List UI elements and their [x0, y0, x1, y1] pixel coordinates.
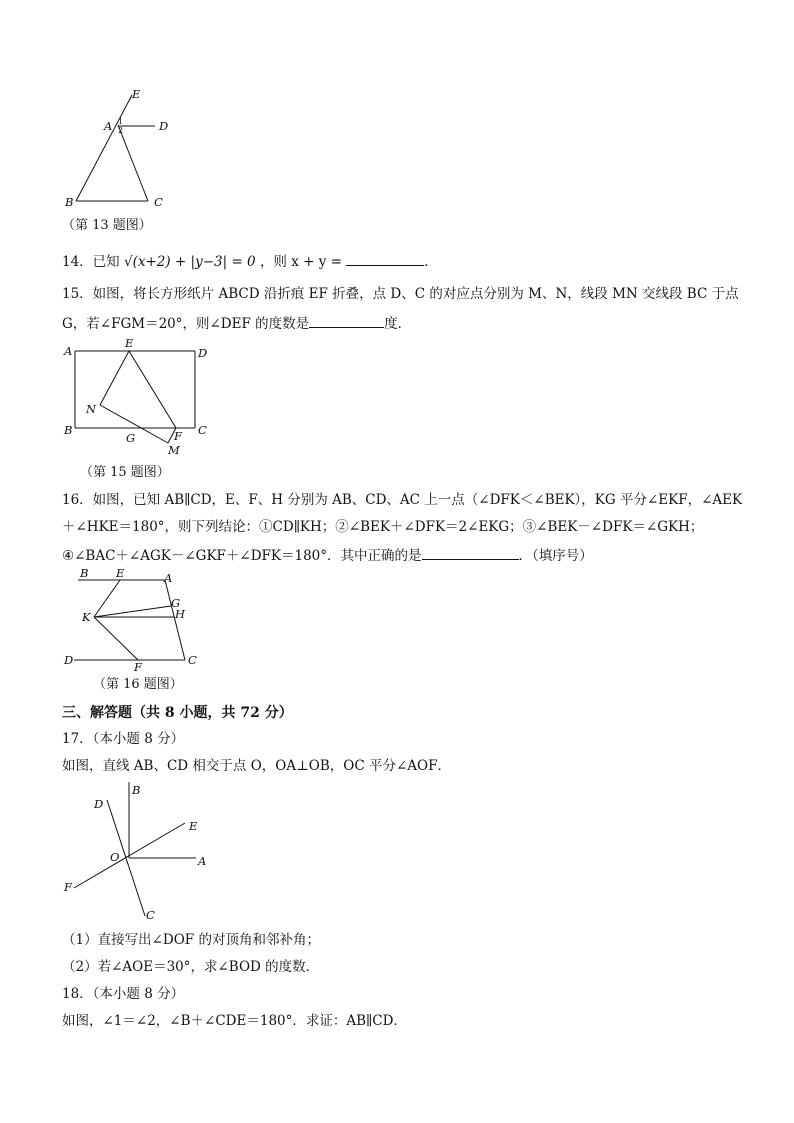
label-b: B: [80, 566, 89, 580]
label-f: F: [134, 660, 142, 674]
q17-part1: （1）直接写出∠DOF 的对顶角和邻补角；: [62, 932, 320, 948]
line-ke: [94, 580, 120, 617]
label-f: F: [64, 880, 72, 894]
answer-blank-14[interactable]: [346, 251, 424, 266]
label-m: M: [168, 443, 180, 457]
label-c: C: [188, 653, 197, 667]
label-e: E: [116, 566, 125, 580]
label-1: 1: [118, 117, 124, 126]
figure-16: [60, 565, 210, 675]
q17-header: 17．（本小题 8 分）: [62, 731, 185, 747]
label-a: A: [164, 571, 173, 585]
label-b: B: [65, 195, 74, 209]
q17-stem: 如图，直线 AB、CD 相交于点 O，OA⊥OB，OC 平分∠AOF．: [62, 758, 451, 774]
label-g: G: [126, 431, 136, 445]
label-a: A: [104, 119, 113, 133]
answer-blank-16[interactable]: [422, 545, 519, 560]
figure-17: [60, 778, 220, 926]
q16-line3-suffix: ．（填序号）: [518, 548, 593, 564]
label-a: A: [64, 344, 73, 358]
q15-line2-suffix: 度．: [384, 316, 412, 332]
fig16-caption: （第 16 题图）: [93, 677, 183, 692]
figure-15: [60, 335, 220, 460]
label-d: D: [159, 119, 169, 133]
label-o: O: [110, 850, 120, 864]
q17-part2: （2）若∠AOE＝30°，求∠BOD 的度数．: [62, 959, 320, 975]
q14-prefix: 14．已知: [62, 254, 120, 270]
q14-mid: ，则 x + y =: [259, 254, 342, 270]
question-16-line3: [62, 545, 593, 565]
line-kf: [94, 617, 138, 660]
q14-expression: √(x+2) + |y−3| = 0: [123, 254, 256, 270]
label-d: D: [64, 653, 74, 667]
line-ac: [118, 125, 148, 201]
label-c: C: [146, 908, 155, 922]
fold-ef: [129, 351, 176, 428]
label-g: G: [171, 596, 181, 610]
q16-line2: ＋∠HKE＝180°，则下列结论：①CD∥KH；②∠BEK＋∠DFK＝2∠EKG；③∠BEK－∠DFK＝∠GKH；: [62, 519, 704, 535]
label-h: H: [175, 607, 186, 621]
label-b: B: [132, 783, 141, 797]
label-2: 2: [118, 126, 124, 135]
fold-en: [100, 351, 129, 405]
fig13-caption: （第 13 题图）: [62, 218, 152, 233]
label-f: F: [174, 429, 182, 443]
q18-header: 18．（本小题 8 分）: [62, 986, 185, 1002]
line-kg: [94, 606, 171, 617]
label-k: K: [82, 610, 91, 624]
label-e: E: [189, 819, 198, 833]
label-e: E: [125, 336, 134, 350]
label-d: D: [94, 797, 104, 811]
label-c: C: [154, 195, 163, 209]
label-n: N: [86, 402, 97, 416]
label-c: C: [198, 423, 207, 437]
label-b: B: [64, 423, 73, 437]
label-e: E: [132, 87, 141, 101]
q16-line1: 16．如图，已知 AB∥CD，E、F、H 分别为 AB、CD、AC 上一点（∠DFK＜∠BEK），KG 平分∠EKF，∠AEK: [62, 492, 743, 508]
q16-line3-prefix: ④∠BAC＋∠AGK－∠GKF＋∠DFK＝180°．其中正确的是: [62, 548, 422, 564]
q18-stem: 如图，∠1＝∠2，∠B＋∠CDE＝180°．求证：AB∥CD．: [62, 1013, 407, 1029]
label-a: A: [198, 854, 207, 868]
question-15-line2: [62, 313, 411, 333]
q15-line2-prefix: G，若∠FGM＝20°，则∠DEF 的度数是: [62, 316, 310, 332]
answer-blank-15[interactable]: [309, 313, 384, 328]
fig15-caption: （第 15 题图）: [80, 465, 170, 480]
figure-13: [60, 85, 190, 215]
q14-suffix: ．: [424, 254, 438, 270]
line-ae: [76, 95, 132, 201]
q15-line1: 15．如图，将长方形纸片 ABCD 沿折痕 EF 折叠，点 D、C 的对应点分别为 M、N，线段 MN 交线段 BC 于点: [62, 286, 739, 302]
label-d: D: [198, 346, 208, 360]
section-3-title: 三、解答题（共 8 小题，共 72 分）: [62, 705, 293, 721]
question-14: [62, 251, 438, 271]
